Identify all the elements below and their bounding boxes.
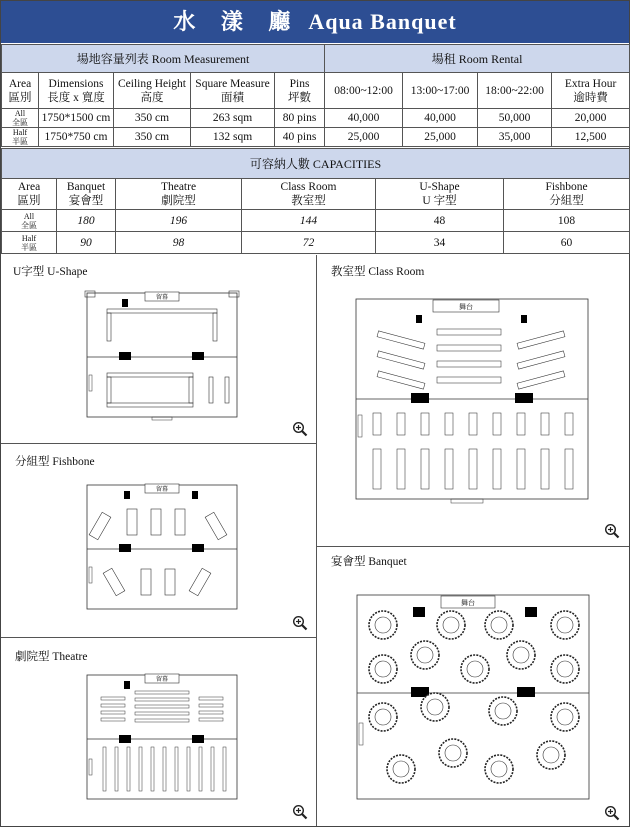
stage-label: 舞台 xyxy=(459,303,473,311)
capacity-cell: 48 xyxy=(376,210,504,232)
ceiling-cell: 350 cm xyxy=(114,128,191,147)
area-cell: Half 半區 xyxy=(2,128,39,147)
zoom-in-icon[interactable] xyxy=(604,805,620,821)
title-chinese: 水 漾 廳 xyxy=(173,9,301,34)
col-fishbone: Fishbone 分組型 xyxy=(504,179,630,210)
col-extra-hour: Extra Hour 逾時費 xyxy=(552,73,630,109)
plan-title-theatre: 劇院型 Theatre xyxy=(15,651,88,663)
col-evening: 18:00~22:00 xyxy=(478,73,552,109)
price-cell: 25,000 xyxy=(403,128,478,147)
col-square-measure: Square Measure 面積 xyxy=(191,73,275,109)
capacity-cell: 72 xyxy=(242,232,376,254)
col-pins: Pins 坪數 xyxy=(275,73,325,109)
plan-title-fishbone: 分組型 Fishbone xyxy=(15,456,95,468)
dimensions-cell: 1750*750 cm xyxy=(39,128,114,147)
col-area: Area 區別 xyxy=(2,179,57,210)
square-cell: 132 sqm xyxy=(191,128,275,147)
zoom-in-icon[interactable] xyxy=(292,804,308,820)
stage-label: 留幕 xyxy=(155,294,169,301)
ceiling-cell: 350 cm xyxy=(114,109,191,128)
banquet-floor-plan xyxy=(343,583,599,805)
col-classroom: Class Room 教室型 xyxy=(242,179,376,210)
capacity-cell: 180 xyxy=(57,210,116,232)
square-cell: 263 sqm xyxy=(191,109,275,128)
stage-label: 舞台 xyxy=(461,599,475,607)
area-cell: Half 半區 xyxy=(2,232,57,254)
table-row xyxy=(2,109,630,128)
room-rental-header: 場租 Room Rental xyxy=(325,45,630,73)
col-ushape: U-Shape U 字型 xyxy=(376,179,504,210)
area-cell: All 全區 xyxy=(2,210,57,232)
plan-title-classroom: 教室型 Class Room xyxy=(331,266,425,278)
stage-label: 留幕 xyxy=(155,486,169,493)
area-cell: All 全區 xyxy=(2,109,39,128)
capacity-cell: 196 xyxy=(116,210,242,232)
divider xyxy=(316,255,317,826)
title-english: Aqua Banquet xyxy=(308,9,457,34)
divider xyxy=(1,443,316,444)
col-banquet: Banquet 宴會型 xyxy=(57,179,116,210)
price-cell: 20,000 xyxy=(552,109,630,128)
price-cell: 35,000 xyxy=(478,128,552,147)
capacities-table xyxy=(1,148,630,254)
capacity-cell: 144 xyxy=(242,210,376,232)
table-row xyxy=(2,210,630,232)
table-row xyxy=(2,128,630,147)
divider xyxy=(1,637,316,638)
pins-cell: 40 pins xyxy=(275,128,325,147)
table-row xyxy=(2,232,630,254)
capacity-cell: 90 xyxy=(57,232,116,254)
col-morning: 08:00~12:00 xyxy=(325,73,403,109)
price-cell: 12,500 xyxy=(552,128,630,147)
capacity-cell: 60 xyxy=(504,232,630,254)
col-ceiling-height: Ceiling Height 高度 xyxy=(114,73,191,109)
plan-title-ushape: U字型 U-Shape xyxy=(13,266,88,278)
capacity-cell: 108 xyxy=(504,210,630,232)
divider xyxy=(317,546,629,547)
dimensions-cell: 1750*1500 cm xyxy=(39,109,114,128)
price-cell: 50,000 xyxy=(478,109,552,128)
capacity-cell: 98 xyxy=(116,232,242,254)
zoom-in-icon[interactable] xyxy=(292,421,308,437)
zoom-in-icon[interactable] xyxy=(292,615,308,631)
col-area: Area 區別 xyxy=(2,73,39,109)
price-cell: 25,000 xyxy=(325,128,403,147)
price-cell: 40,000 xyxy=(325,109,403,128)
pins-cell: 80 pins xyxy=(275,109,325,128)
ushape-floor-plan xyxy=(79,285,249,425)
fishbone-floor-plan xyxy=(79,477,249,617)
theatre-floor-plan xyxy=(79,667,249,807)
floor-plans-area xyxy=(1,255,629,826)
room-measurement-header: 場地容量列表 Room Measurement xyxy=(2,45,325,73)
stage-label: 留幕 xyxy=(155,676,169,683)
classroom-floor-plan xyxy=(341,287,601,507)
price-cell: 40,000 xyxy=(403,109,478,128)
col-afternoon: 13:00~17:00 xyxy=(403,73,478,109)
capacity-cell: 34 xyxy=(376,232,504,254)
zoom-in-icon[interactable] xyxy=(604,523,620,539)
capacities-header: 可容納人數 CAPACITIES xyxy=(2,149,630,179)
col-dimensions: Dimensions 長度 x 寬度 xyxy=(39,73,114,109)
col-theatre: Theatre 劇院型 xyxy=(116,179,242,210)
plan-title-banquet: 宴會型 Banquet xyxy=(331,556,407,568)
room-measurement-table xyxy=(1,44,630,147)
page-title xyxy=(1,1,629,43)
